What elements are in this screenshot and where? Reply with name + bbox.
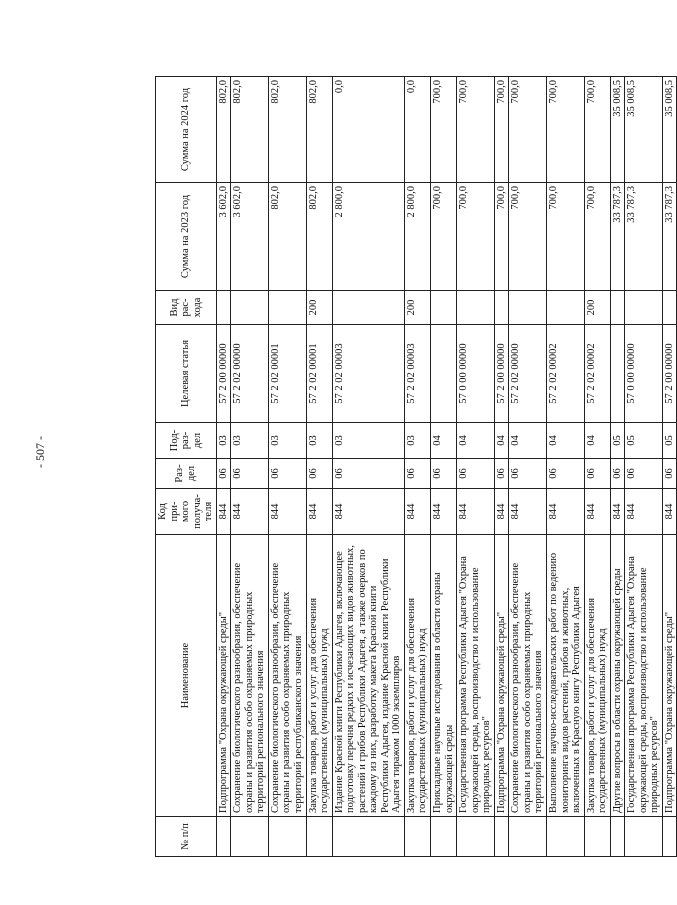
- cell-article: 57 2 02 00002: [546, 325, 584, 423]
- cell-article: [610, 325, 625, 423]
- cell-article: 57 2 02 00000: [509, 325, 547, 423]
- table-row: [431, 77, 457, 857]
- cell-num: [662, 817, 677, 857]
- cell-article: 57 2 00 00000: [216, 325, 231, 423]
- cell-sum-2023: 3 602,0: [231, 183, 269, 291]
- cell-name: Государственная программа Республики Адыгея "Охрана окружающей среды, воспроизводство и использование природных ресурсов": [625, 535, 663, 817]
- cell-sum-2023: 2 800,0: [332, 183, 404, 291]
- cell-sum-2024: 700,0: [431, 77, 457, 183]
- table-row: [332, 77, 404, 857]
- cell-num: [431, 817, 457, 857]
- cell-razdel: 06: [509, 459, 547, 489]
- header-article: Целевая статья: [156, 325, 217, 423]
- cell-podrazdel: 05: [662, 423, 677, 459]
- cell-podrazdel: 05: [610, 423, 625, 459]
- cell-podrazdel: 03: [306, 423, 332, 459]
- cell-num: [584, 817, 610, 857]
- cell-sum-2024: 35 008,5: [625, 77, 663, 183]
- cell-sum-2023: 2 800,0: [404, 183, 430, 291]
- cell-sum-2024: 700,0: [546, 77, 584, 183]
- cell-sum-2023: 700,0: [431, 183, 457, 291]
- cell-sum-2023: 3 602,0: [216, 183, 231, 291]
- cell-code: 844: [268, 489, 306, 535]
- cell-sum-2023: 700,0: [494, 183, 509, 291]
- cell-code: 844: [584, 489, 610, 535]
- cell-num: [231, 817, 269, 857]
- cell-code: 844: [404, 489, 430, 535]
- header-podrazdel: Под-раз-дел: [156, 423, 217, 459]
- cell-article: 57 2 02 00003: [332, 325, 404, 423]
- table-row: [404, 77, 430, 857]
- cell-vid: 200: [404, 291, 430, 325]
- header-sum-2023: Сумма на 2023 год: [156, 183, 217, 291]
- cell-name: Подпрограмма "Охрана окружающей среды": [494, 535, 509, 817]
- table-row: [546, 77, 584, 857]
- header-sum-2024: Сумма на 2024 год: [156, 77, 217, 183]
- cell-code: 844: [610, 489, 625, 535]
- cell-vid: [546, 291, 584, 325]
- cell-article: 57 0 00 00000: [457, 325, 495, 423]
- header-name: Наименование: [156, 535, 217, 817]
- cell-razdel: 06: [306, 459, 332, 489]
- cell-razdel: 06: [231, 459, 269, 489]
- header-code: Код при-мого получа-теля: [156, 489, 217, 535]
- cell-name: Закупка товаров, работ и услуг для обеспечения государственных (муниципальных) нужд: [404, 535, 430, 817]
- cell-num: [610, 817, 625, 857]
- cell-name: Закупка товаров, работ и услуг для обеспечения государственных (муниципальных) нужд: [306, 535, 332, 817]
- header-vid: Вид рас-хода: [156, 291, 217, 325]
- table-row: [509, 77, 547, 857]
- cell-code: 844: [457, 489, 495, 535]
- cell-code: 844: [216, 489, 231, 535]
- rotated-table-container: [155, 77, 675, 857]
- cell-sum-2024: 700,0: [509, 77, 547, 183]
- cell-name: Выполнение научно-исследовательских работ по ведению мониторинга видов растений, грибов и животных, включенных в Красную книгу Республики Адыгея: [546, 535, 584, 817]
- cell-sum-2023: 700,0: [584, 183, 610, 291]
- cell-article: 57 2 02 00001: [306, 325, 332, 423]
- cell-sum-2023: 33 787,3: [662, 183, 677, 291]
- table-body: [216, 77, 677, 857]
- cell-sum-2024: 802,0: [268, 77, 306, 183]
- cell-vid: [610, 291, 625, 325]
- cell-sum-2023: 700,0: [546, 183, 584, 291]
- cell-article: 57 2 02 00001: [268, 325, 306, 423]
- cell-code: 844: [662, 489, 677, 535]
- budget-table: [155, 76, 677, 857]
- cell-num: [509, 817, 547, 857]
- cell-article: 57 2 02 00002: [584, 325, 610, 423]
- cell-code: 844: [494, 489, 509, 535]
- cell-num: [625, 817, 663, 857]
- cell-article: 57 2 00 00000: [662, 325, 677, 423]
- cell-num: [494, 817, 509, 857]
- header-razdel: Раз-дел: [156, 459, 217, 489]
- table-row: [662, 77, 677, 857]
- cell-vid: [231, 291, 269, 325]
- cell-podrazdel: 04: [546, 423, 584, 459]
- cell-razdel: 06: [625, 459, 663, 489]
- cell-sum-2024: 700,0: [457, 77, 495, 183]
- cell-num: [216, 817, 231, 857]
- cell-vid: [662, 291, 677, 325]
- cell-vid: [457, 291, 495, 325]
- cell-sum-2024: 802,0: [306, 77, 332, 183]
- cell-sum-2024: 35 008,5: [662, 77, 677, 183]
- cell-sum-2024: 700,0: [584, 77, 610, 183]
- cell-vid: [216, 291, 231, 325]
- cell-num: [332, 817, 404, 857]
- cell-num: [268, 817, 306, 857]
- cell-sum-2023: 802,0: [268, 183, 306, 291]
- cell-vid: [625, 291, 663, 325]
- cell-razdel: 06: [546, 459, 584, 489]
- cell-vid: 200: [584, 291, 610, 325]
- cell-podrazdel: 04: [494, 423, 509, 459]
- cell-code: 844: [509, 489, 547, 535]
- cell-code: 844: [231, 489, 269, 535]
- cell-sum-2024: 35 008,5: [610, 77, 625, 183]
- cell-num: [457, 817, 495, 857]
- table-row: [216, 77, 231, 857]
- cell-num: [546, 817, 584, 857]
- cell-sum-2023: 700,0: [509, 183, 547, 291]
- cell-razdel: 06: [494, 459, 509, 489]
- cell-vid: [268, 291, 306, 325]
- cell-vid: [509, 291, 547, 325]
- cell-podrazdel: 03: [231, 423, 269, 459]
- cell-num: [404, 817, 430, 857]
- cell-podrazdel: 03: [404, 423, 430, 459]
- header-row: [156, 77, 217, 857]
- table-row: [306, 77, 332, 857]
- table-row: [457, 77, 495, 857]
- cell-sum-2024: 0,0: [404, 77, 430, 183]
- cell-article: 57 2 00 00000: [494, 325, 509, 423]
- cell-razdel: 06: [662, 459, 677, 489]
- cell-name: Издание Красной книги Республики Адыгея, включающее подготовку перечня редких и исчезающих видов животных, растений и грибов Республики Адыгея, а также очерков по каждому из них, разработку макета Красной книги Республики Адыгея, издание Красной книги Республики Адыгея тиражом 1000 экземпляров: [332, 535, 404, 817]
- page-number: - 507 -: [33, 436, 47, 468]
- cell-razdel: 06: [457, 459, 495, 489]
- cell-razdel: 06: [268, 459, 306, 489]
- cell-razdel: 06: [216, 459, 231, 489]
- table-row: [610, 77, 625, 857]
- cell-razdel: 06: [332, 459, 404, 489]
- table-row: [494, 77, 509, 857]
- cell-article: 57 0 00 00000: [625, 325, 663, 423]
- cell-razdel: 06: [404, 459, 430, 489]
- cell-vid: 200: [306, 291, 332, 325]
- cell-vid: [431, 291, 457, 325]
- cell-code: 844: [546, 489, 584, 535]
- cell-name: Сохранение биологического разнообразия, обеспечение охраны и развития особо охраняемых природных территорий регионального значения: [231, 535, 269, 817]
- cell-sum-2023: 33 787,3: [610, 183, 625, 291]
- cell-podrazdel: 04: [457, 423, 495, 459]
- table-row: [231, 77, 269, 857]
- cell-name: Другие вопросы в области охраны окружающей среды: [610, 535, 625, 817]
- cell-article: 57 2 02 00003: [404, 325, 430, 423]
- cell-name: Государственная программа Республики Адыгея "Охрана окружающей среды, воспроизводство и использование природных ресурсов": [457, 535, 495, 817]
- cell-podrazdel: 05: [625, 423, 663, 459]
- cell-code: 844: [332, 489, 404, 535]
- cell-sum-2024: 802,0: [231, 77, 269, 183]
- cell-podrazdel: 04: [431, 423, 457, 459]
- cell-sum-2023: 700,0: [457, 183, 495, 291]
- table-row: [625, 77, 663, 857]
- cell-razdel: 06: [584, 459, 610, 489]
- cell-podrazdel: 03: [216, 423, 231, 459]
- cell-name: Сохранение биологического разнообразия, обеспечение охраны и развития особо охраняемых природных территорий регионального значения: [509, 535, 547, 817]
- cell-code: 844: [625, 489, 663, 535]
- cell-sum-2024: 802,0: [216, 77, 231, 183]
- cell-sum-2024: 0,0: [332, 77, 404, 183]
- cell-vid: [494, 291, 509, 325]
- table-row: [584, 77, 610, 857]
- cell-sum-2024: 700,0: [494, 77, 509, 183]
- cell-podrazdel: 03: [268, 423, 306, 459]
- cell-name: Прикладные научные исследования в области охраны окружающей среды: [431, 535, 457, 817]
- cell-code: 844: [431, 489, 457, 535]
- cell-name: Закупка товаров, работ и услуг для обеспечения государственных (муниципальных) нужд: [584, 535, 610, 817]
- cell-name: Подпрограмма "Охрана окружающей среды": [662, 535, 677, 817]
- cell-article: [431, 325, 457, 423]
- table-row: [268, 77, 306, 857]
- cell-sum-2023: 802,0: [306, 183, 332, 291]
- cell-podrazdel: 04: [509, 423, 547, 459]
- cell-code: 844: [306, 489, 332, 535]
- cell-razdel: 06: [610, 459, 625, 489]
- cell-sum-2023: 33 787,3: [625, 183, 663, 291]
- cell-num: [306, 817, 332, 857]
- cell-article: 57 2 02 00000: [231, 325, 269, 423]
- header-num: № п/п: [156, 817, 217, 857]
- cell-name: Сохранение биологического разнообразия, обеспечение охраны и развития особо охраняемых природных территорий республиканского значения: [268, 535, 306, 817]
- cell-name: Подпрограмма "Охрана окружающей среды": [216, 535, 231, 817]
- cell-podrazdel: 03: [332, 423, 404, 459]
- cell-razdel: 06: [431, 459, 457, 489]
- cell-vid: [332, 291, 404, 325]
- cell-podrazdel: 04: [584, 423, 610, 459]
